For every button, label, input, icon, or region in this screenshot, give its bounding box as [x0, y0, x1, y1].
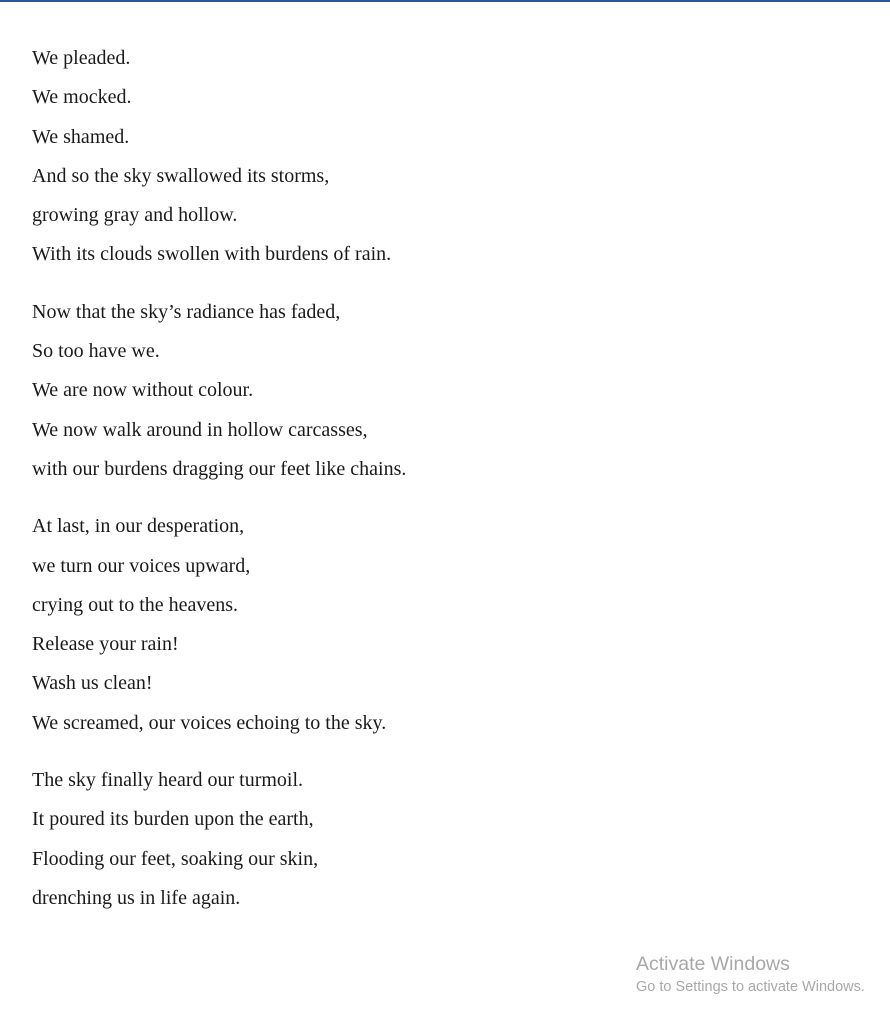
poem-line: With its clouds swollen with burdens of rain. [32, 243, 392, 266]
poem-line: The sky finally heard our turmoil. [32, 769, 304, 792]
poem-line: we turn our voices upward, [32, 554, 251, 577]
poem-line: We now walk around in hollow carcasses, [32, 418, 368, 441]
watermark-title: Activate Windows [636, 953, 790, 975]
poem-line: drenching us in life again. [32, 886, 241, 909]
poem-line: We screamed, our voices echoing to the sky. [32, 711, 387, 734]
stanza-4 [32, 766, 406, 923]
poem-line: We mocked. [32, 86, 132, 109]
poem-line: Now that the sky’s radiance has faded, [32, 300, 341, 323]
poem-line: Release your rain! [32, 633, 179, 656]
poem-line: Flooding our feet, soaking our skin, [32, 847, 319, 870]
poem-line: We are now without colour. [32, 379, 254, 402]
watermark-subtitle: Go to Settings to activate Windows. [636, 979, 865, 995]
stanza-1 [32, 44, 406, 280]
stanza-3 [32, 512, 406, 748]
poem-body [32, 44, 406, 941]
activate-windows-watermark [636, 952, 865, 998]
poem-line: We pleaded. [32, 47, 131, 69]
poem-line: We shamed. [32, 125, 130, 148]
document-page[interactable] [0, 2, 890, 1009]
poem-line: with our burdens dragging our feet like chains. [32, 457, 407, 480]
poem-line: At last, in our desperation, [32, 515, 245, 538]
poem-line: crying out to the heavens. [32, 593, 239, 616]
poem-line: growing gray and hollow. [32, 204, 238, 227]
poem-line: So too have we. [32, 340, 160, 363]
poem-line: It poured its burden upon the earth, [32, 808, 314, 831]
poem-line: Wash us clean! [32, 672, 153, 695]
stanza-2 [32, 298, 406, 494]
poem-line: And so the sky swallowed its storms, [32, 164, 330, 187]
